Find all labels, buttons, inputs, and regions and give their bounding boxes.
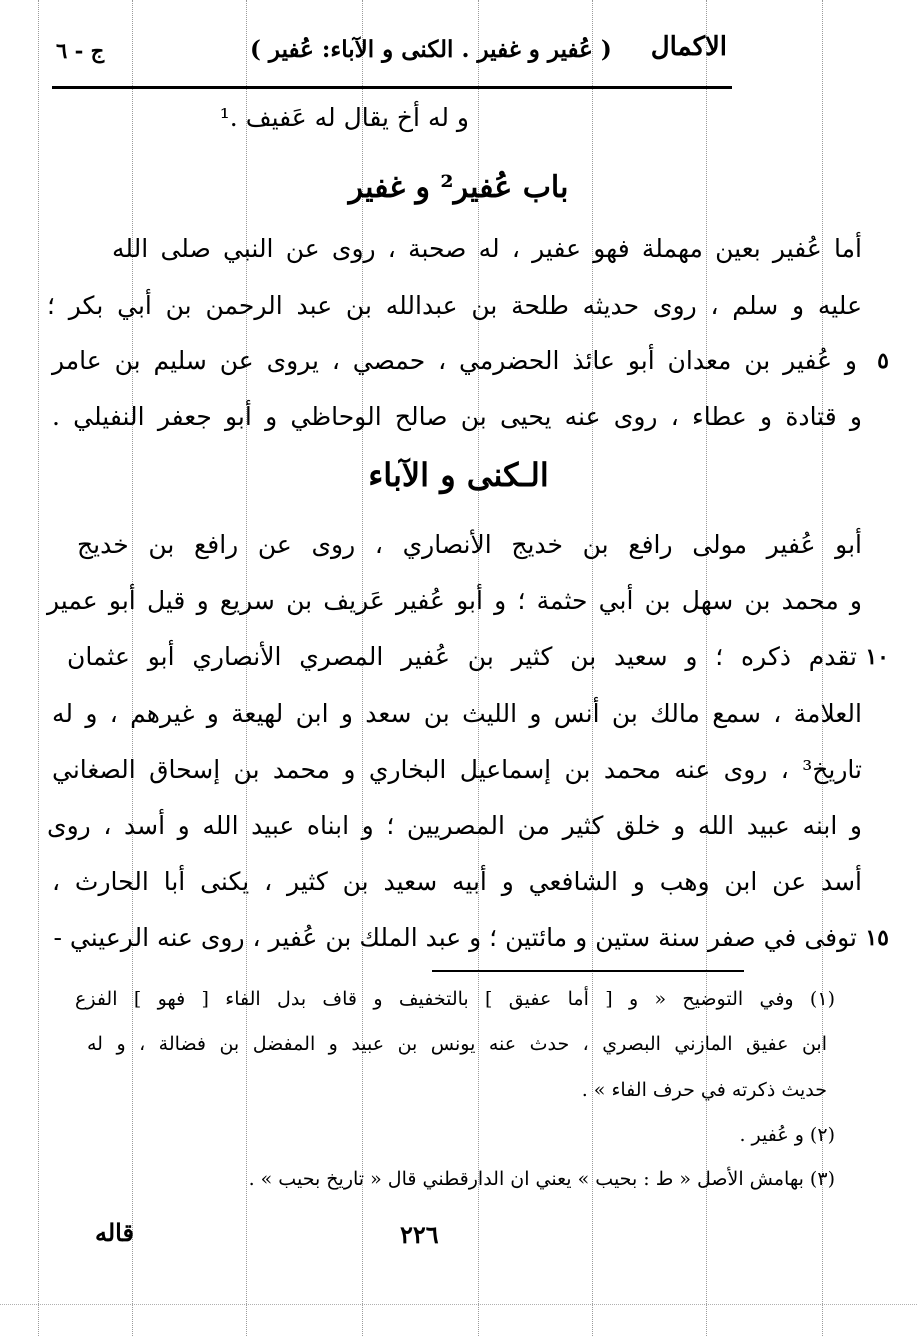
text-line: و عُفير بن معدان أبو عائذ الحضرمي ، حمصي ، يروى عن سليم بن عامر (52, 346, 857, 375)
text-line: أبو عُفير مولى رافع بن خديج الأنصاري ، روى عن رافع بن خديج (77, 530, 862, 559)
text-line: و قتادة و عطاء ، روى عنه يحيى بن صالح الوحاظي و أبو جعفر النفيلي . (52, 402, 862, 431)
scan-guide-line (0, 1304, 917, 1305)
text-line: و له أخ يقال له عَفيف .¹ (219, 103, 469, 132)
chapter-title: ( عُفير و غفير . الكنى و الآباء: عُفير ) (250, 36, 612, 63)
footnote: (٣) بهامش الأصل « ط : بحيب » يعني ان الدارقطني قال « تاريخ بحيب » . (248, 1168, 835, 1190)
footnote: (١) وفي التوضيح « و [ أما عفيق ] بالتخفيف و قاف بدل الفاء [ فهو ] الفزع (75, 988, 835, 1010)
line-number: ١٥ (865, 925, 889, 951)
page-number: ٢٢٦ (400, 1220, 439, 1249)
text-line: توفى في صفر سنة ستين و مائتين ؛ و عبد الملك بن عُفير ، روى عنه الرعيني - (53, 923, 857, 952)
text-line: تاريخ³ ، روى عنه محمد بن إسماعيل البخاري و محمد بن إسحاق الصغاني (52, 755, 862, 784)
text-line: أما عُفير بعين مهملة فهو عفير ، له صحبة ، روى عن النبي صلى الله (112, 234, 862, 263)
text-line: أسد عن ابن وهب و الشافعي و أبيه سعيد بن كثير ، يكنى أبا الحارث ، (52, 867, 862, 896)
section-heading: باب عُفير² و غفير (348, 170, 569, 205)
text-line: تقدم ذكره ؛ و سعيد بن كثير بن عُفير المصري الأنصاري أبو عثمان (67, 642, 857, 671)
text-line: العلامة ، سمع مالك بن أنس و الليث بن سعد و ابن لهيعة و غيرهم ، و له (52, 699, 862, 728)
text-line: و محمد بن سهل بن أبي حثمة ؛ و أبو عُفير عَريف بن سريع و قيل أبو عمير (47, 586, 862, 615)
line-number: ١٠ (865, 644, 889, 670)
book-title: الاكمال (650, 32, 727, 62)
text-line: عليه و سلم ، روى حديثه طلحة بن عبدالله بن عبد الرحمن بن أبي بكر ؛ (47, 291, 862, 320)
footnote: حديث ذكرته في حرف الفاء » . (581, 1079, 827, 1101)
section-heading: الـكنى و الآباء (368, 456, 549, 494)
header-rule (52, 86, 732, 89)
footnote-rule (432, 970, 744, 972)
volume-label: ج - ٦ (56, 38, 105, 63)
footnote: (٢) و عُفير . (739, 1124, 835, 1146)
footnote: ابن عفيق المازني البصري ، حدث عنه يونس بن عبيد و المفضل بن فضالة ، و له (87, 1033, 827, 1055)
line-number: ٥ (877, 348, 889, 374)
text-line: و ابنه عبيد الله و خلق كثير من المصريين ؛ و ابناه عبيد الله و أسد ، روى (47, 811, 862, 840)
catchword: قاله (95, 1218, 134, 1247)
